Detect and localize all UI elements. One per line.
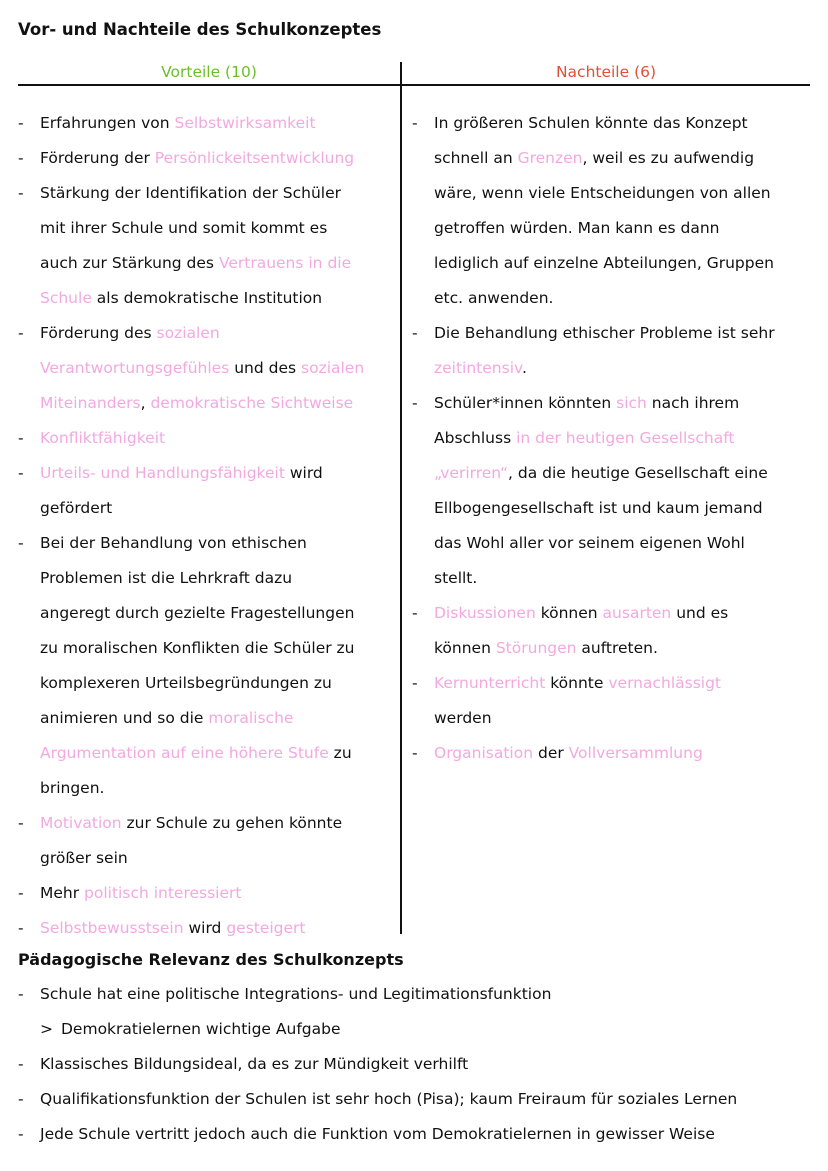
relevance-item-text: Klassisches Bildungsideal, da es zur Mündigkeit verhilft bbox=[40, 1055, 469, 1073]
highlighted-term: ausarten bbox=[602, 604, 672, 622]
highlighted-term: Konfliktfähigkeit bbox=[40, 429, 166, 447]
highlighted-term: Urteils- und Handlungsfähigkeit bbox=[40, 464, 285, 482]
pro-line bbox=[18, 841, 398, 876]
pro-line bbox=[18, 176, 398, 211]
highlighted-term: Organisation bbox=[434, 744, 534, 762]
line-text: In größeren Schulen könnte das Konzept bbox=[434, 114, 748, 132]
con-line bbox=[412, 351, 812, 386]
highlighted-term: Störungen bbox=[495, 639, 577, 657]
line-text: Förderung des bbox=[40, 324, 157, 342]
highlighted-term: Grenzen bbox=[517, 149, 583, 167]
line-text: auftreten. bbox=[576, 639, 658, 657]
line-text: größer sein bbox=[40, 849, 128, 867]
page-title: Vor- und Nachteile des Schulkonzeptes bbox=[18, 20, 382, 39]
cons-heading: Nachteile (6) bbox=[555, 63, 657, 81]
line-text: zu moralischen Konflikten die Schüler zu bbox=[40, 639, 355, 657]
pros-heading: Vorteile (10) bbox=[161, 63, 257, 81]
con-line bbox=[412, 526, 812, 561]
line-text: animieren und so die bbox=[40, 709, 209, 727]
con-line bbox=[412, 176, 812, 211]
bullet-dash: - bbox=[412, 744, 418, 762]
bullet-dash: - bbox=[18, 464, 24, 482]
bullet-dash: - bbox=[412, 604, 418, 622]
pro-line bbox=[18, 596, 398, 631]
line-text: Ellbogengesellschaft ist und kaum jemand bbox=[434, 499, 763, 517]
pro-line bbox=[18, 561, 398, 596]
pro-line bbox=[18, 806, 398, 841]
relevance-item-text: Jede Schule vertritt jedoch auch die Funktion vom Demokratielernen in gewisser Weise bbox=[40, 1125, 715, 1143]
line-text: bringen. bbox=[40, 779, 105, 797]
line-text: Erfahrungen von bbox=[40, 114, 175, 132]
highlighted-term: Schule bbox=[40, 289, 92, 307]
line-text: zu bbox=[328, 744, 352, 762]
pro-line bbox=[18, 246, 398, 281]
pro-line bbox=[18, 456, 398, 491]
line-text: schnell an bbox=[434, 149, 518, 167]
relevance-subitem-text: Demokratielernen wichtige Aufgabe bbox=[61, 1020, 341, 1038]
relevance-item-text: Schule hat eine politische Integrations- und Legitimationsfunktion bbox=[40, 985, 552, 1003]
highlighted-term: gesteigert bbox=[226, 919, 306, 937]
line-text: der bbox=[533, 744, 569, 762]
highlighted-term: Vertrauens in die bbox=[218, 254, 352, 272]
line-text: und es bbox=[671, 604, 729, 622]
pro-line bbox=[18, 526, 398, 561]
relevance-item-text: Qualifikationsfunktion der Schulen ist sehr hoch (Pisa); kaum Freiraum für soziales Lernen bbox=[40, 1090, 738, 1108]
line-text: können bbox=[434, 639, 496, 657]
line-text: wird bbox=[183, 919, 227, 937]
pro-line bbox=[18, 211, 398, 246]
highlighted-term: Selbstwirksamkeit bbox=[174, 114, 316, 132]
pro-line bbox=[18, 701, 398, 736]
pro-line bbox=[18, 281, 398, 316]
bullet-dash: - bbox=[18, 114, 24, 132]
con-line bbox=[412, 246, 812, 281]
bullet-dash: - bbox=[18, 534, 24, 552]
line-text: Abschluss bbox=[434, 429, 517, 447]
line-text: lediglich auf einzelne Abteilungen, Gruppen bbox=[434, 254, 774, 272]
line-text: auch zur Stärkung des bbox=[40, 254, 219, 272]
con-line bbox=[412, 456, 812, 491]
bullet-dash: - bbox=[18, 149, 24, 167]
highlighted-term: sozialen bbox=[156, 324, 220, 342]
con-line bbox=[412, 386, 812, 421]
pro-line bbox=[18, 141, 398, 176]
line-text: können bbox=[535, 604, 603, 622]
column-divider bbox=[400, 62, 402, 934]
line-text: , da die heutige Gesellschaft eine bbox=[508, 464, 768, 482]
line-text: das Wohl aller vor seinem eigenen Wohl bbox=[434, 534, 745, 552]
highlighted-term: Argumentation auf eine höhere Stufe bbox=[40, 744, 329, 762]
con-line bbox=[412, 701, 812, 736]
con-line bbox=[412, 561, 812, 596]
highlighted-term: Persönlickeitsentwicklung bbox=[154, 149, 355, 167]
table-header-rule bbox=[18, 84, 810, 86]
bullet-dash: - bbox=[18, 985, 24, 1003]
bullet-dash: - bbox=[18, 814, 24, 832]
highlighted-term: Verantwortungsgefühles bbox=[40, 359, 230, 377]
line-text: Die Behandlung ethischer Probleme ist sehr bbox=[434, 324, 775, 342]
highlighted-term: Selbstbewusstsein bbox=[40, 919, 184, 937]
line-text: nach ihrem bbox=[646, 394, 740, 412]
line-text: , weil es zu aufwendig bbox=[582, 149, 755, 167]
pro-line bbox=[18, 736, 398, 771]
bullet-dash: - bbox=[18, 884, 24, 902]
bullet-dash: - bbox=[18, 429, 24, 447]
line-text: als demokratische Institution bbox=[91, 289, 323, 307]
pro-line bbox=[18, 386, 398, 421]
line-text: und des bbox=[229, 359, 301, 377]
relevance-subitem bbox=[18, 1012, 818, 1047]
pro-line bbox=[18, 631, 398, 666]
highlighted-term: sich bbox=[616, 394, 647, 412]
bullet-dash: - bbox=[18, 1090, 24, 1108]
bullet-dash: - bbox=[412, 394, 418, 412]
con-line bbox=[412, 666, 812, 701]
highlighted-term: politisch interessiert bbox=[84, 884, 242, 902]
cons-list bbox=[412, 106, 812, 771]
highlighted-term: in der heutigen Gesellschaft bbox=[516, 429, 735, 447]
highlighted-term: Diskussionen bbox=[434, 604, 536, 622]
highlighted-term: Vollversammlung bbox=[568, 744, 703, 762]
relevance-item bbox=[18, 1117, 818, 1152]
line-text: , bbox=[140, 394, 151, 412]
relevance-item bbox=[18, 1082, 818, 1117]
line-text: etc. anwenden. bbox=[434, 289, 554, 307]
con-line bbox=[412, 211, 812, 246]
con-line bbox=[412, 631, 812, 666]
pro-line bbox=[18, 876, 398, 911]
highlighted-term: Motivation bbox=[40, 814, 122, 832]
bullet-dash: - bbox=[412, 674, 418, 692]
line-text: stellt. bbox=[434, 569, 478, 587]
bullet-dash: - bbox=[18, 1055, 24, 1073]
pro-line bbox=[18, 316, 398, 351]
line-text: Mehr bbox=[40, 884, 85, 902]
bullet-dash: - bbox=[18, 1125, 24, 1143]
line-text: . bbox=[521, 359, 527, 377]
line-text: mit ihrer Schule und somit kommt es bbox=[40, 219, 328, 237]
highlighted-term: „verirren“ bbox=[434, 464, 509, 482]
bullet-dash: - bbox=[412, 114, 418, 132]
line-text: könnte bbox=[545, 674, 609, 692]
con-line bbox=[412, 596, 812, 631]
line-text: Förderung der bbox=[40, 149, 155, 167]
con-line bbox=[412, 491, 812, 526]
arrow-marker: > bbox=[40, 1020, 53, 1038]
con-line bbox=[412, 316, 812, 351]
highlighted-term: moralische bbox=[208, 709, 294, 727]
highlighted-term: Kernunterricht bbox=[434, 674, 546, 692]
pro-line bbox=[18, 351, 398, 386]
highlighted-term: demokratische Sichtweise bbox=[150, 394, 354, 412]
pro-line bbox=[18, 911, 398, 946]
bullet-dash: - bbox=[412, 324, 418, 342]
pros-list bbox=[18, 106, 398, 946]
pro-line bbox=[18, 666, 398, 701]
highlighted-term: zeitintensiv bbox=[434, 359, 522, 377]
line-text: angeregt durch gezielte Fragestellungen bbox=[40, 604, 355, 622]
pro-line bbox=[18, 771, 398, 806]
bullet-dash: - bbox=[18, 184, 24, 202]
line-text: Stärkung der Identifikation der Schüler bbox=[40, 184, 342, 202]
highlighted-term: sozialen bbox=[301, 359, 365, 377]
line-text: Problemen ist die Lehrkraft dazu bbox=[40, 569, 293, 587]
con-line bbox=[412, 141, 812, 176]
line-text: wäre, wenn viele Entscheidungen von allen bbox=[434, 184, 771, 202]
relevance-heading: Pädagogische Relevanz des Schulkonzepts bbox=[18, 950, 404, 969]
pro-line bbox=[18, 491, 398, 526]
bullet-dash: - bbox=[18, 919, 24, 937]
relevance-section bbox=[18, 942, 818, 1152]
relevance-item bbox=[18, 977, 818, 1012]
relevance-item bbox=[18, 1047, 818, 1082]
line-text: Bei der Behandlung von ethischen bbox=[40, 534, 307, 552]
highlighted-term: Miteinanders bbox=[40, 394, 141, 412]
con-line bbox=[412, 281, 812, 316]
pro-line bbox=[18, 106, 398, 141]
pro-line bbox=[18, 421, 398, 456]
line-text: getroffen würden. Man kann es dann bbox=[434, 219, 720, 237]
highlighted-term: vernachlässigt bbox=[608, 674, 722, 692]
line-text: wird bbox=[284, 464, 323, 482]
con-line bbox=[412, 421, 812, 456]
bullet-dash: - bbox=[18, 324, 24, 342]
line-text: werden bbox=[434, 709, 492, 727]
con-line bbox=[412, 736, 812, 771]
con-line bbox=[412, 106, 812, 141]
line-text: komplexeren Urteilsbegründungen zu bbox=[40, 674, 332, 692]
line-text: gefördert bbox=[40, 499, 113, 517]
line-text: Schüler*innen könnten bbox=[434, 394, 617, 412]
line-text: zur Schule zu gehen könnte bbox=[121, 814, 343, 832]
